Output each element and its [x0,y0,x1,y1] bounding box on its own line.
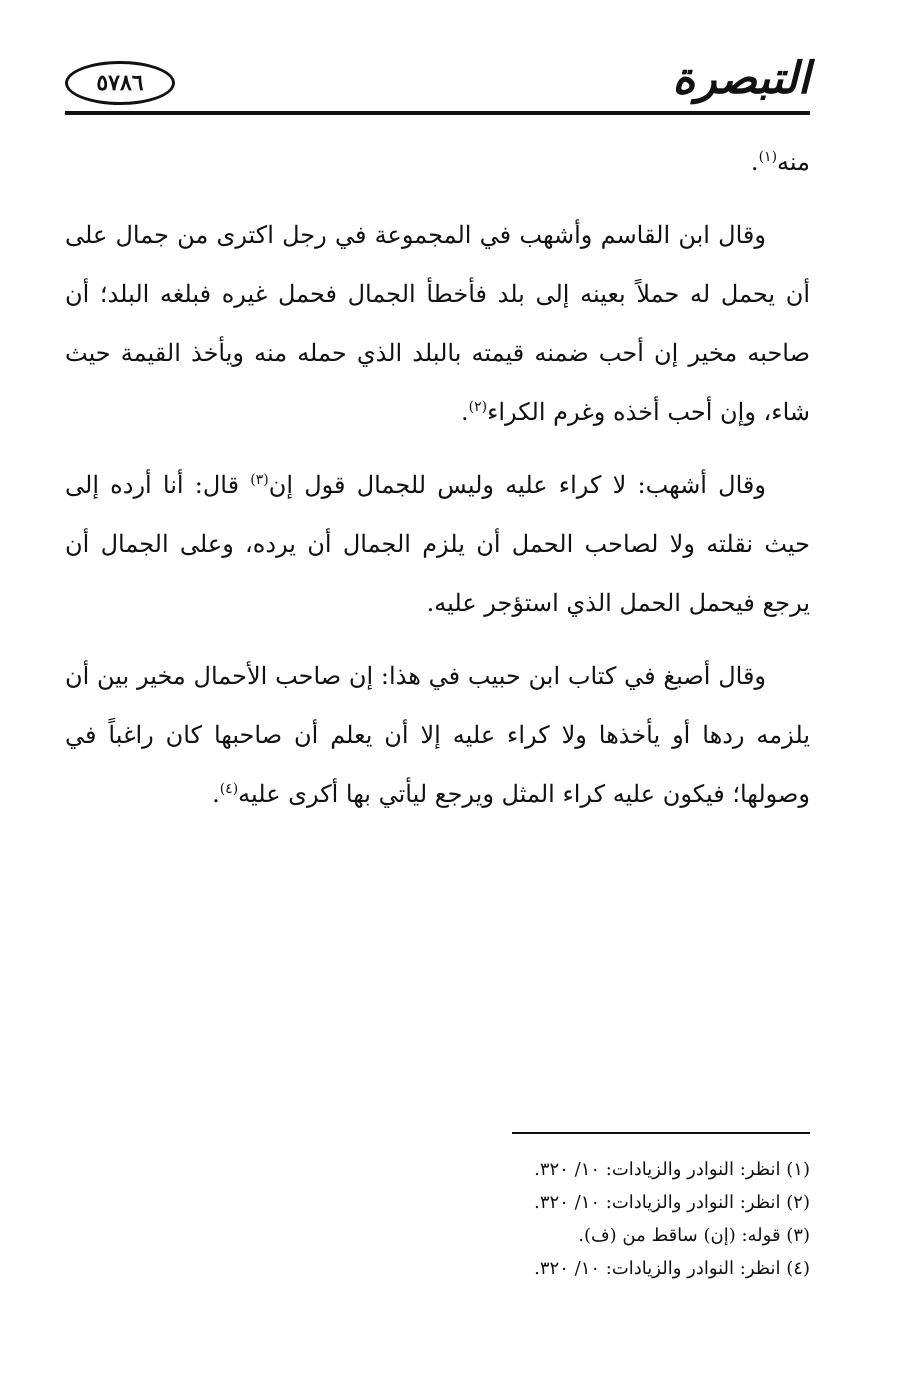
footnote: (٤) انظر: النوادر والزيادات: ١٠/ ٣٢٠. [534,1258,810,1279]
footnotes [65,1153,810,1285]
paragraph-text: وقال أصبغ في كتاب ابن حبيب في هذا: إن صاحب الأحمال مخير بين أن يلزمه ردها أو يأخذها ولا كراء عليه إلا أن يعلم أن صاحبها كان راغباً في وصولها؛ فيكون عليه كراء المثل ويرجع ليأتي بها أكرى عليه [65,662,810,808]
paragraph-end: . [750,148,759,176]
main-text [65,133,810,838]
footnote-reference: (٢) [468,399,488,415]
footnote-separator [512,1132,810,1134]
footnote-reference: (١) [758,149,778,165]
paragraph-text: وقال أشهب: لا كراء عليه وليس للجمال قول إن [268,471,766,499]
running-title: التبصرة [672,53,810,104]
paragraph [65,206,810,442]
footnote: (٣) قوله: (إن) ساقط من (ف). [578,1225,810,1246]
paragraph-text: منه [777,148,810,176]
page-header [65,48,810,118]
footnote: (١) انظر: النوادر والزيادات: ١٠/ ٣٢٠. [534,1159,810,1180]
paragraph [65,647,810,824]
footnote: (٢) انظر: النوادر والزيادات: ١٠/ ٣٢٠. [534,1192,810,1213]
footnote-reference: (٤) [219,781,239,797]
paragraph-continuation [65,133,810,192]
paragraph-text: وقال ابن القاسم وأشهب في المجموعة في رجل اكترى من جمال على أن يحمل له حملاً بعينه إلى بلد فأخطأ الجمال فحمل غيره فبلغه البلد؛ أن صاحبه مخير إن أحب ضمنه قيمته بالبلد الذي حمله منه ويأخذ القيمة حيث شاء، وإن أحب أخذه وغرم الكراء [65,221,810,426]
paragraph-end: . [460,398,469,426]
page-number: ٥٧٨٦ [96,70,144,96]
page-number-badge [65,61,175,105]
paragraph-text: قال: أنا أرده إلى حيث نقلته ولا لصاحب الحمل أن يلزم الجمال أن يرده، وعلى الجمال أن يرجع فيحمل الحمل الذي استؤجر عليه. [65,471,810,617]
header-rule [65,111,810,115]
footnote-reference: (٣) [250,472,269,488]
paragraph-end: . [212,780,220,808]
paragraph [65,456,810,633]
